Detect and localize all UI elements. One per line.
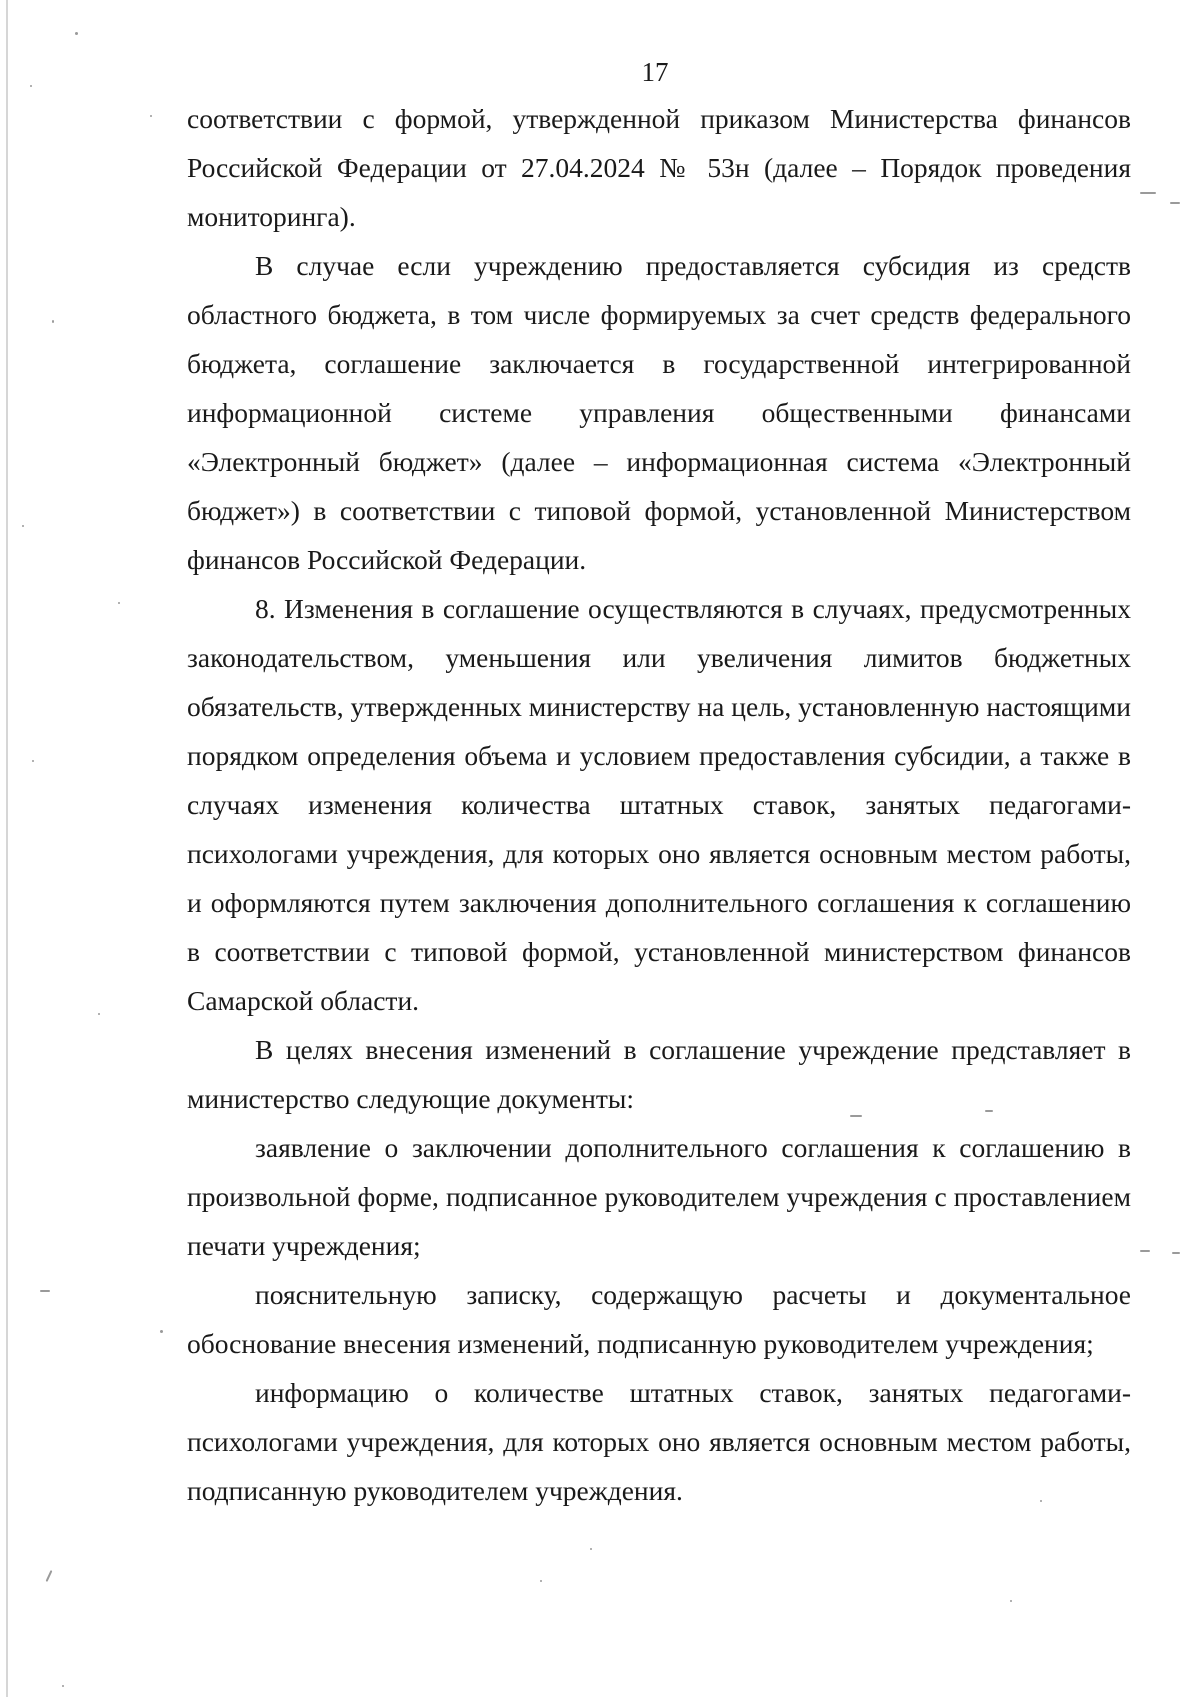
list-item-application: заявление о заключении дополнительного соглашения к соглашению в произвольной форме, подписанное руководителем учреждения с проставлением печати учреждения; bbox=[187, 1132, 1131, 1261]
scan-speck bbox=[540, 1580, 542, 1582]
scan-speck bbox=[32, 760, 34, 762]
scan-speck bbox=[1040, 1500, 1042, 1502]
page-number: 17 bbox=[641, 57, 669, 87]
scan-speck bbox=[1140, 192, 1156, 194]
scan-speck bbox=[150, 115, 152, 117]
paragraph-electronic-budget: В случае если учреждению предоставляется субсидия из средств областного бюджета, в том числе формируемых за счет средств федерального бюджета, соглашение заключается в государственной интегрированной информационной системе управления общественными финансами «Электронный бюджет» (далее – информационная система «Электронный бюджет») в соответствии с типовой формой, установленной Министерством финансов Российской Федерации. bbox=[187, 250, 1131, 575]
paragraph-documents-intro: В целях внесения изменений в соглашение учреждение представляет в министерство следующие документы: bbox=[187, 1034, 1131, 1114]
scan-speck bbox=[160, 1330, 163, 1333]
scan-speck bbox=[850, 1115, 862, 1117]
scan-speck bbox=[40, 1290, 50, 1292]
scan-speck bbox=[30, 85, 32, 87]
page-edge-shadow bbox=[6, 0, 8, 1697]
scan-speck bbox=[52, 320, 54, 323]
scan-speck bbox=[1172, 1252, 1180, 1254]
scan-speck bbox=[75, 32, 78, 35]
scan-speck bbox=[98, 1013, 100, 1015]
list-item-explanatory-note: пояснительную записку, содержащую расчеты и документальное обоснование внесения изменений, подписанную руководителем учреждения; bbox=[187, 1279, 1131, 1359]
body-text bbox=[187, 94, 1131, 1515]
scan-speck bbox=[118, 602, 120, 604]
scan-speck bbox=[22, 525, 24, 527]
scan-speck bbox=[1010, 1600, 1012, 1602]
scan-speck bbox=[985, 1110, 993, 1112]
paragraph-continuation: соответствии с формой, утвержденной приказом Министерства финансов Российской Федерации от 27.04.2024 № 53н (далее – Порядок проведения мониторинга). bbox=[187, 103, 1131, 232]
paragraph-item-8: 8. Изменения в соглашение осуществляются в случаях, предусмотренных законодательством, уменьшения или увеличения лимитов бюджетных обязательств, утвержденных министерству на цель, установленную настоящими порядком определения объема и условием предоставления субсидии, а также в случаях изменения количества штатных ставок, занятых педагогами-психологами учреждения, для которых оно является основным местом работы, и оформляются путем заключения дополнительного соглашения к соглашению в соответствии с типовой формой, установленной министерством финансов Самарской области. bbox=[187, 593, 1131, 1016]
scan-speck bbox=[590, 1548, 592, 1550]
scan-speck bbox=[1140, 1250, 1150, 1252]
scan-speck bbox=[62, 1685, 64, 1687]
scan-speck bbox=[1170, 202, 1180, 204]
list-item-staff-information: информацию о количестве штатных ставок, занятых педагогами-психологами учреждения, для которых оно является основным местом работы, подписанную руководителем учреждения. bbox=[187, 1377, 1131, 1506]
scan-speck bbox=[46, 1570, 53, 1582]
